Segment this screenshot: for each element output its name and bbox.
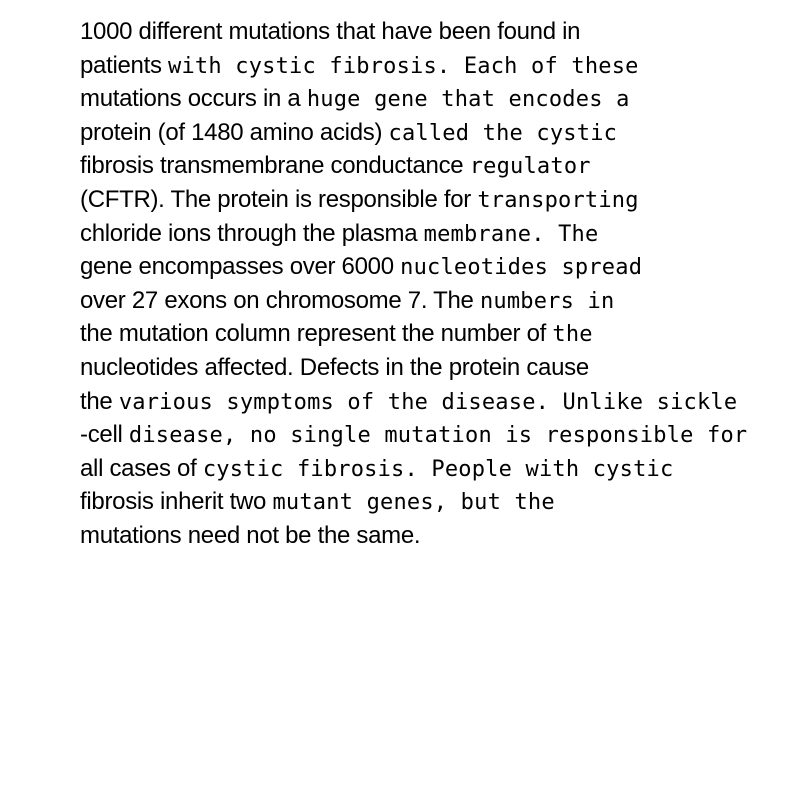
text-line [80,452,795,486]
text-run: protein (of 1480 amino acids) [80,118,389,146]
text-run: mutations need not be the same. [80,521,421,549]
text-run: fibrosis transmembrane conductance [80,152,470,180]
text-line [80,149,795,183]
text-run: chloride ions through the plasma [80,219,424,247]
text-line [80,217,795,251]
text-run: regulator [469,154,591,180]
text-line [80,485,795,519]
text-run: patients [80,51,169,79]
text-line [80,385,795,419]
text-run: all cases of [80,454,203,482]
text-run: transporting [477,187,639,213]
text-run: the [80,387,119,415]
text-line [80,82,795,116]
text-run: fibrosis inherit two [80,488,273,516]
text-line [80,351,795,385]
text-line [80,519,795,553]
text-run: mutations occurs in a [80,85,307,113]
text-line [80,250,795,284]
text-line [80,49,795,83]
text-line [80,284,795,318]
text-run: 1000 different mutations that have been found in [80,18,581,45]
text-line [80,183,795,217]
text-run: (CFTR). The protein is responsible for [80,185,478,213]
text-run: the [552,322,593,348]
text-run: with cystic fibrosis. Each of these [168,53,639,79]
text-run: -cell [80,421,129,449]
text-run: mutant genes, but the [272,490,555,516]
document-body [80,15,795,553]
text-run: cystic fibrosis. People with cystic [202,456,674,482]
text-run: over 27 exons on chromosome 7. The [80,286,480,314]
text-run: called the cystic [388,120,618,146]
text-line [80,116,795,150]
text-line [80,317,795,351]
text-run: disease, no single mutation is responsible for [128,423,748,449]
text-run: membrane. The [423,221,599,247]
text-run: nucleotides affected. Defects in the protein cause [80,353,589,381]
text-run: nucleotides spread [400,255,643,281]
text-run: huge gene that encodes a [306,87,630,113]
text-line [80,15,795,49]
text-line [80,418,795,452]
text-run: gene encompasses over 6000 [80,253,401,281]
text-run: various symptoms of the disease. Unlike sickle [118,389,738,415]
text-run: the mutation column represent the number of [80,320,553,348]
text-run: numbers in [479,288,615,314]
